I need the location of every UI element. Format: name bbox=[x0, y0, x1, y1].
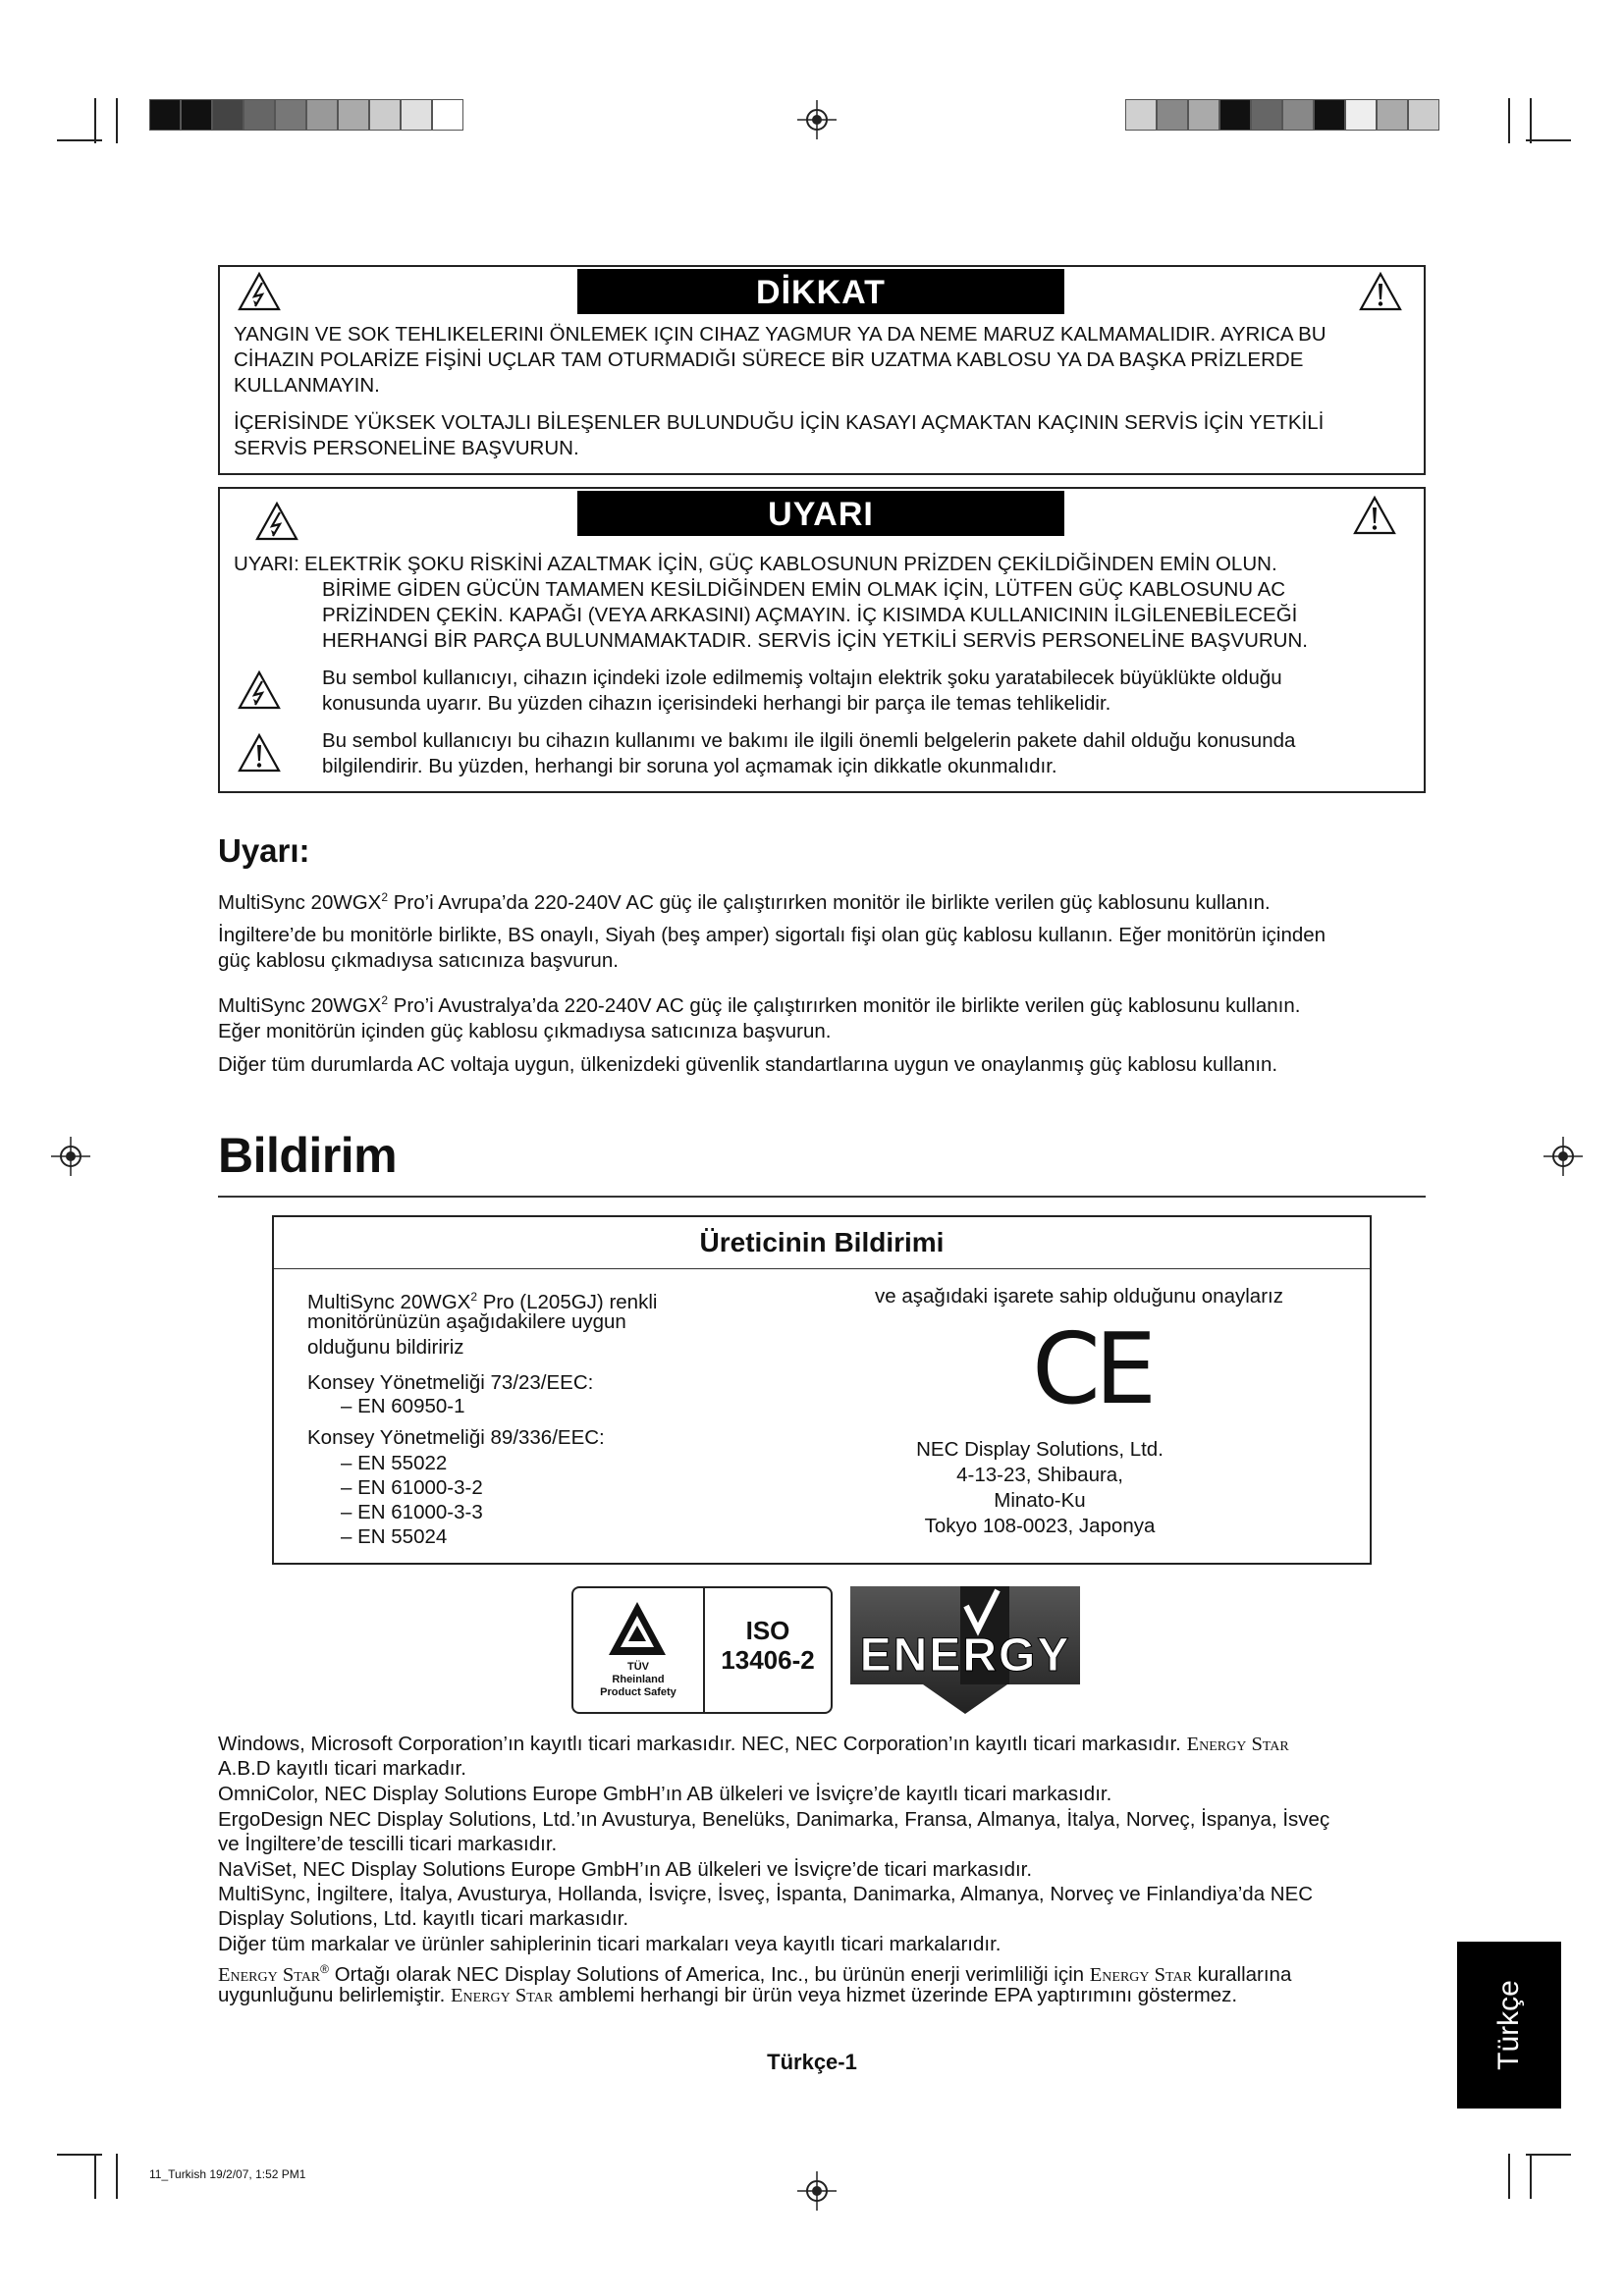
trademark-paragraph-4: NaViSet, NEC Display Solutions Europe GmbH’ın AB ülkeleri ve İsviçre’de ticari markasıdır. bbox=[218, 1858, 1033, 1881]
color-swatch bbox=[275, 99, 306, 131]
energy-label: ENERGY bbox=[859, 1629, 1071, 1682]
tuv-iso-logo bbox=[571, 1586, 833, 1714]
lightning-triangle-icon bbox=[238, 669, 281, 711]
registration-mark-top bbox=[797, 100, 837, 139]
color-bar-left bbox=[149, 99, 463, 131]
trademark-paragraph-1: Windows, Microsoft Corporation’ın kayıtlı ticari markasıdır. NEC, NEC Corporation’ın kayıtlı ticari markasıdır. Energy Star bbox=[218, 1733, 1289, 1755]
exclamation-triangle-icon bbox=[1353, 495, 1396, 536]
trademark-paragraph-5b: Display Solutions, Ltd. kayıtlı ticari markasıdır. bbox=[218, 1907, 629, 1930]
company-name: NEC Display Solutions, Ltd. bbox=[916, 1438, 1164, 1461]
uyari-line-2: BİRİME GİDEN GÜCÜN TAMAMEN KESİLDİĞİNDEN EMİN OLMAK İÇİN, LÜTFEN GÜÇ KABLOSUNU AC bbox=[322, 578, 1286, 601]
language-tab-label: Türkçe bbox=[1492, 1980, 1525, 2070]
color-swatch bbox=[1251, 99, 1282, 131]
energy-star-logo bbox=[850, 1586, 1080, 1714]
lightning-triangle-icon bbox=[255, 501, 298, 542]
exclamation-triangle-icon bbox=[1359, 271, 1402, 312]
color-swatch bbox=[1125, 99, 1157, 131]
dikkat-line-2: CİHAZIN POLARİZE FİŞİNİ UÇLAR TAM OTURMADIĞI SÜRECE BİR UZATMA KABLOSU YA DA BAŞKA PRİZLERDE bbox=[234, 348, 1304, 371]
trademark-paragraph-2: OmniColor, NEC Display Solutions Europe GmbH’ın AB ülkeleri ve İsviçre’de kayıtlı ticari markasıdır. bbox=[218, 1783, 1112, 1805]
trademark-paragraph-1b: A.B.D kayıtlı ticari markadır. bbox=[218, 1757, 466, 1780]
print-slug: 11_Turkish 19/2/07, 1:52 PM1 bbox=[149, 2167, 306, 2181]
bildirim-heading: Bildirim bbox=[218, 1128, 398, 1183]
color-swatch bbox=[212, 99, 244, 131]
registration-mark-left bbox=[51, 1137, 90, 1176]
dikkat-warning-box bbox=[218, 265, 1426, 475]
color-swatch bbox=[338, 99, 369, 131]
color-swatch bbox=[1408, 99, 1439, 131]
color-swatch bbox=[401, 99, 432, 131]
dikkat-line-1: YANGIN VE SOK TEHLIKELERINI ÖNLEMEK IÇIN CIHAZ YAGMUR YA DA NEME MARUZ KALMAMALIDIR. AYRICA BU bbox=[234, 323, 1326, 346]
dikkat-line-4: İÇERİSİNDE YÜKSEK VOLTAJLI BİLEŞENLER BULUNDUĞU İÇİN KASAYI AÇMAKTAN KAÇININ SERVİS İÇİN YETKİLİ bbox=[234, 411, 1325, 434]
symbol1-line-1: Bu sembol kullanıcıyı, cihazın içindeki izole edilmemiş voltajın elektrik şoku yaratabilecek büyüklükte olduğu bbox=[322, 667, 1282, 689]
product-safety-label: Product Safety bbox=[600, 1686, 677, 1698]
section-divider bbox=[218, 1196, 1426, 1198]
dikkat-title: DİKKAT bbox=[577, 269, 1064, 314]
language-side-tab bbox=[1457, 1942, 1561, 2109]
iso-label: ISO bbox=[745, 1616, 790, 1645]
registration-mark-bottom bbox=[797, 2171, 837, 2211]
trademark-paragraph-3b: ve İngiltere’de tescilli ticari markasıdır. bbox=[218, 1833, 558, 1855]
page-number: Türkçe-1 bbox=[767, 2050, 857, 2074]
uyari-line-4: HERHANGİ BİR PARÇA BULUNMAMAKTADIR. SERVİS İÇİN YETKİLİ SERVİS PERSONELİNE BAŞVURUN. bbox=[322, 629, 1308, 652]
trademark-paragraph-6: Diğer tüm markalar ve ürünler sahiplerinin ticari markaları veya kayıtlı ticari markalarıdır. bbox=[218, 1933, 1001, 1955]
exclamation-triangle-icon bbox=[238, 732, 281, 774]
color-swatch bbox=[1157, 99, 1188, 131]
uyari-line-3: PRİZİNDEN ÇEKİN. KAPAĞI (VEYA ARKASINI) AÇMAYIN. İÇ KISIMDA KULLANICININ İLGİLENEBİLECEĞİ bbox=[322, 604, 1298, 626]
rheinland-label: Rheinland bbox=[612, 1674, 665, 1685]
declaration-title: Üreticinin Bildirimi bbox=[274, 1217, 1370, 1269]
symbol1-line-2: konusunda uyarır. Bu yüzden cihazın içerisindeki herhangi bir parça ile temas tehlikelidir. bbox=[322, 692, 1111, 715]
color-swatch bbox=[149, 99, 181, 131]
uyari-title: UYARI bbox=[577, 491, 1064, 536]
color-swatch bbox=[244, 99, 275, 131]
tuv-triangle-icon bbox=[607, 1600, 668, 1657]
color-swatch bbox=[369, 99, 401, 131]
symbol2-line-2: bilgilendirir. Bu yüzden, herhangi bir soruna yol açmamak için dikkatle okunmalıdır. bbox=[322, 755, 1057, 777]
declaration-left-line-1: MultiSync 20WGX$^2$ Pro (L205GJ) renkli bbox=[307, 1290, 658, 1313]
symbol2-line-1: Bu sembol kullanıcıyı bu cihazın kullanımı ve bakımı ile ilgili önemli belgelerin pakete dahil olduğu konusunda bbox=[322, 729, 1296, 752]
color-swatch bbox=[306, 99, 338, 131]
manufacturer-declaration-box bbox=[272, 1215, 1372, 1565]
registration-mark-right bbox=[1543, 1137, 1583, 1176]
uyari-paragraph-2: İngiltere’de bu monitörle birlikte, BS onaylı, Siyah (beş amper) sigortalı fişi olan güç kablosu kullanın. Eğer monitörün içinden güç kablosu çıkmadıysa satıcınıza başvurun. bbox=[218, 924, 1326, 972]
standard-en-55024: – EN 55024 bbox=[341, 1525, 448, 1548]
iso-number: 13406-2 bbox=[721, 1645, 815, 1675]
uyari-paragraph-3: MultiSync 20WGX$^2$ Pro’i Avustralya’da 220-240V AC güç ile çalıştırırken monitör ile birlikte verilen güç kablosunu kullanın. Eğer monitörün içinden güç kablosu çıkmadıysa satıcınıza başvurun. bbox=[218, 993, 1301, 1042]
color-swatch bbox=[1345, 99, 1377, 131]
uyari-lead: UYARI: bbox=[234, 553, 299, 575]
energy-star-paragraph: Energy Star® Ortağı olarak NEC Display Solutions of America, Inc., bu ürünün enerji verimliliği için Energy Star kurallarına bbox=[218, 1962, 1292, 1986]
color-swatch bbox=[1314, 99, 1345, 131]
lightning-triangle-icon bbox=[238, 271, 281, 312]
color-swatch bbox=[1377, 99, 1408, 131]
standard-en-60950-1: – EN 60950-1 bbox=[341, 1395, 465, 1417]
dikkat-line-3: KULLANMAYIN. bbox=[234, 374, 380, 397]
declaration-left-line-2: monitörünüzün aşağıdakilere uygun bbox=[307, 1310, 626, 1333]
trademark-paragraph-5: MultiSync, İngiltere, İtalya, Avusturya, Hollanda, İsviçre, İsveç, İspanta, Danimarka, Almanya, Norveç ve Finlandiya’da NEC bbox=[218, 1883, 1314, 1905]
color-swatch bbox=[1282, 99, 1314, 131]
color-bar-right bbox=[1125, 99, 1439, 131]
address-line-1: 4-13-23, Shibaura, bbox=[956, 1464, 1123, 1486]
uyari-paragraph-4: Diğer tüm durumlarda AC voltaja uygun, ülkenizdeki güvenlik standartlarına uygun ve onaylanmış güç kablosu kullanın. bbox=[218, 1053, 1278, 1076]
directive-73-23: Konsey Yönetmeliği 73/23/EEC: bbox=[307, 1371, 594, 1394]
energy-star-paragraph-b: uygunluğunu belirlemiştir. Energy Star amblemi herhangi bir ürün veya hizmet üzerinde EPA yaptırımını göstermez. bbox=[218, 1984, 1238, 2006]
address-line-3: Tokyo 108-0023, Japonya bbox=[924, 1515, 1156, 1537]
color-swatch bbox=[1219, 99, 1251, 131]
uyari-warning-box bbox=[218, 487, 1426, 793]
standard-en-61000-3-3: – EN 61000-3-3 bbox=[341, 1501, 483, 1523]
uyari-heading: Uyarı: bbox=[218, 832, 310, 869]
declaration-left-line-3: olduğunu bildiririz bbox=[307, 1336, 464, 1359]
address-line-2: Minato-Ku bbox=[994, 1489, 1086, 1512]
standard-en-61000-3-2: – EN 61000-3-2 bbox=[341, 1476, 483, 1499]
directive-89-336: Konsey Yönetmeliği 89/336/EEC: bbox=[307, 1426, 605, 1449]
color-swatch bbox=[1188, 99, 1219, 131]
uyari-line-1: ELEKTRİK ŞOKU RİSKİNİ AZALTMAK İÇİN, GÜÇ KABLOSUNUN PRİZDEN ÇEKİLDİĞİNDEN EMİN OLUN. bbox=[304, 553, 1277, 575]
dikkat-line-5: SERVİS PERSONELİNE BAŞVURUN. bbox=[234, 437, 579, 459]
trademark-paragraph-3: ErgoDesign NEC Display Solutions, Ltd.’ın Avusturya, Benelüks, Danimarka, Fransa, Almanya, İtalya, Norveç, İspanya, İsveç bbox=[218, 1808, 1330, 1831]
declaration-right-intro: ve aşağıdaki işarete sahip olduğunu onaylarız bbox=[875, 1285, 1283, 1308]
uyari-paragraph-1: MultiSync 20WGX$^2$ Pro’i Avrupa’da 220-240V AC güç ile çalıştırırken monitör ile birlikte verilen güç kablosunu kullanın. bbox=[218, 890, 1271, 914]
standard-en-55022: – EN 55022 bbox=[341, 1452, 448, 1474]
ce-mark: CE bbox=[1032, 1311, 1152, 1426]
tuv-label: TÜV bbox=[627, 1661, 649, 1673]
color-swatch bbox=[181, 99, 212, 131]
color-swatch bbox=[432, 99, 463, 131]
